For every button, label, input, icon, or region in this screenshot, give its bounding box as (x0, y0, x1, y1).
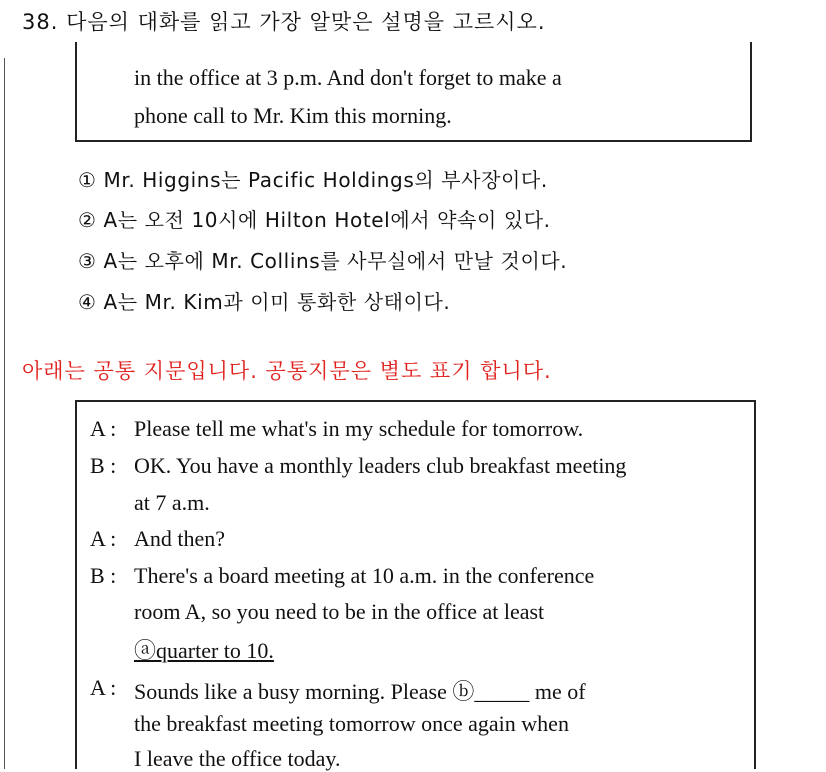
dialogue-box (75, 400, 756, 769)
common-passage-notice: 아래는 공통 지문입니다. 공통지문은 별도 표기 합니다. (22, 359, 552, 383)
circled-a-marker: ⓐ (134, 638, 157, 663)
choice-1[interactable]: ① Mr. Higgins는 Pacific Holdings의 부사장이다. (78, 168, 548, 192)
underlined-phrase-a (134, 634, 274, 665)
dialogue-text: Please tell me what's in my schedule for tomorrow. (134, 416, 584, 441)
choice-2[interactable]: ② A는 오전 10시에 Hilton Hotel에서 약속이 있다. (78, 208, 551, 232)
dialogue-text: I leave the office today. (134, 746, 341, 771)
dialogue-text: And then? (134, 526, 226, 551)
dialogue-text: me of (529, 679, 586, 704)
circled-b-marker: ⓑ (452, 679, 475, 704)
dialogue-text: Sounds like a busy morning. Please (134, 679, 453, 704)
choice-3[interactable]: ③ A는 오후에 Mr. Collins를 사무실에서 만날 것이다. (78, 249, 568, 273)
dialogue-text-with-blank (134, 675, 586, 706)
margin-line (4, 58, 5, 769)
passage-excerpt-box (75, 42, 752, 142)
speaker-label: B : (90, 453, 117, 478)
excerpt-line: in the office at 3 p.m. And don't forget to make a (134, 65, 562, 90)
dialogue-text: at 7 a.m. (134, 490, 210, 515)
blank: _____ (474, 679, 530, 704)
dialogue-text: room A, so you need to be in the office at least (134, 599, 545, 624)
speaker-label: A : (90, 526, 117, 551)
dialogue-text: the breakfast meeting tomorrow once again when (134, 711, 569, 736)
speaker-label: A : (90, 416, 117, 441)
speaker-label: B : (90, 563, 117, 588)
dialogue-text: quarter to 10. (156, 638, 274, 663)
dialogue-text: There's a board meeting at 10 a.m. in the conference (134, 563, 595, 588)
excerpt-line: phone call to Mr. Kim this morning. (134, 103, 452, 128)
choice-4[interactable]: ④ A는 Mr. Kim과 이미 통화한 상태이다. (78, 290, 451, 314)
question-title: 38. 다음의 대화를 읽고 가장 알맞은 설명을 고르시오. (22, 10, 546, 34)
speaker-label: A : (90, 675, 117, 700)
dialogue-text: OK. You have a monthly leaders club breakfast meeting (134, 453, 627, 478)
